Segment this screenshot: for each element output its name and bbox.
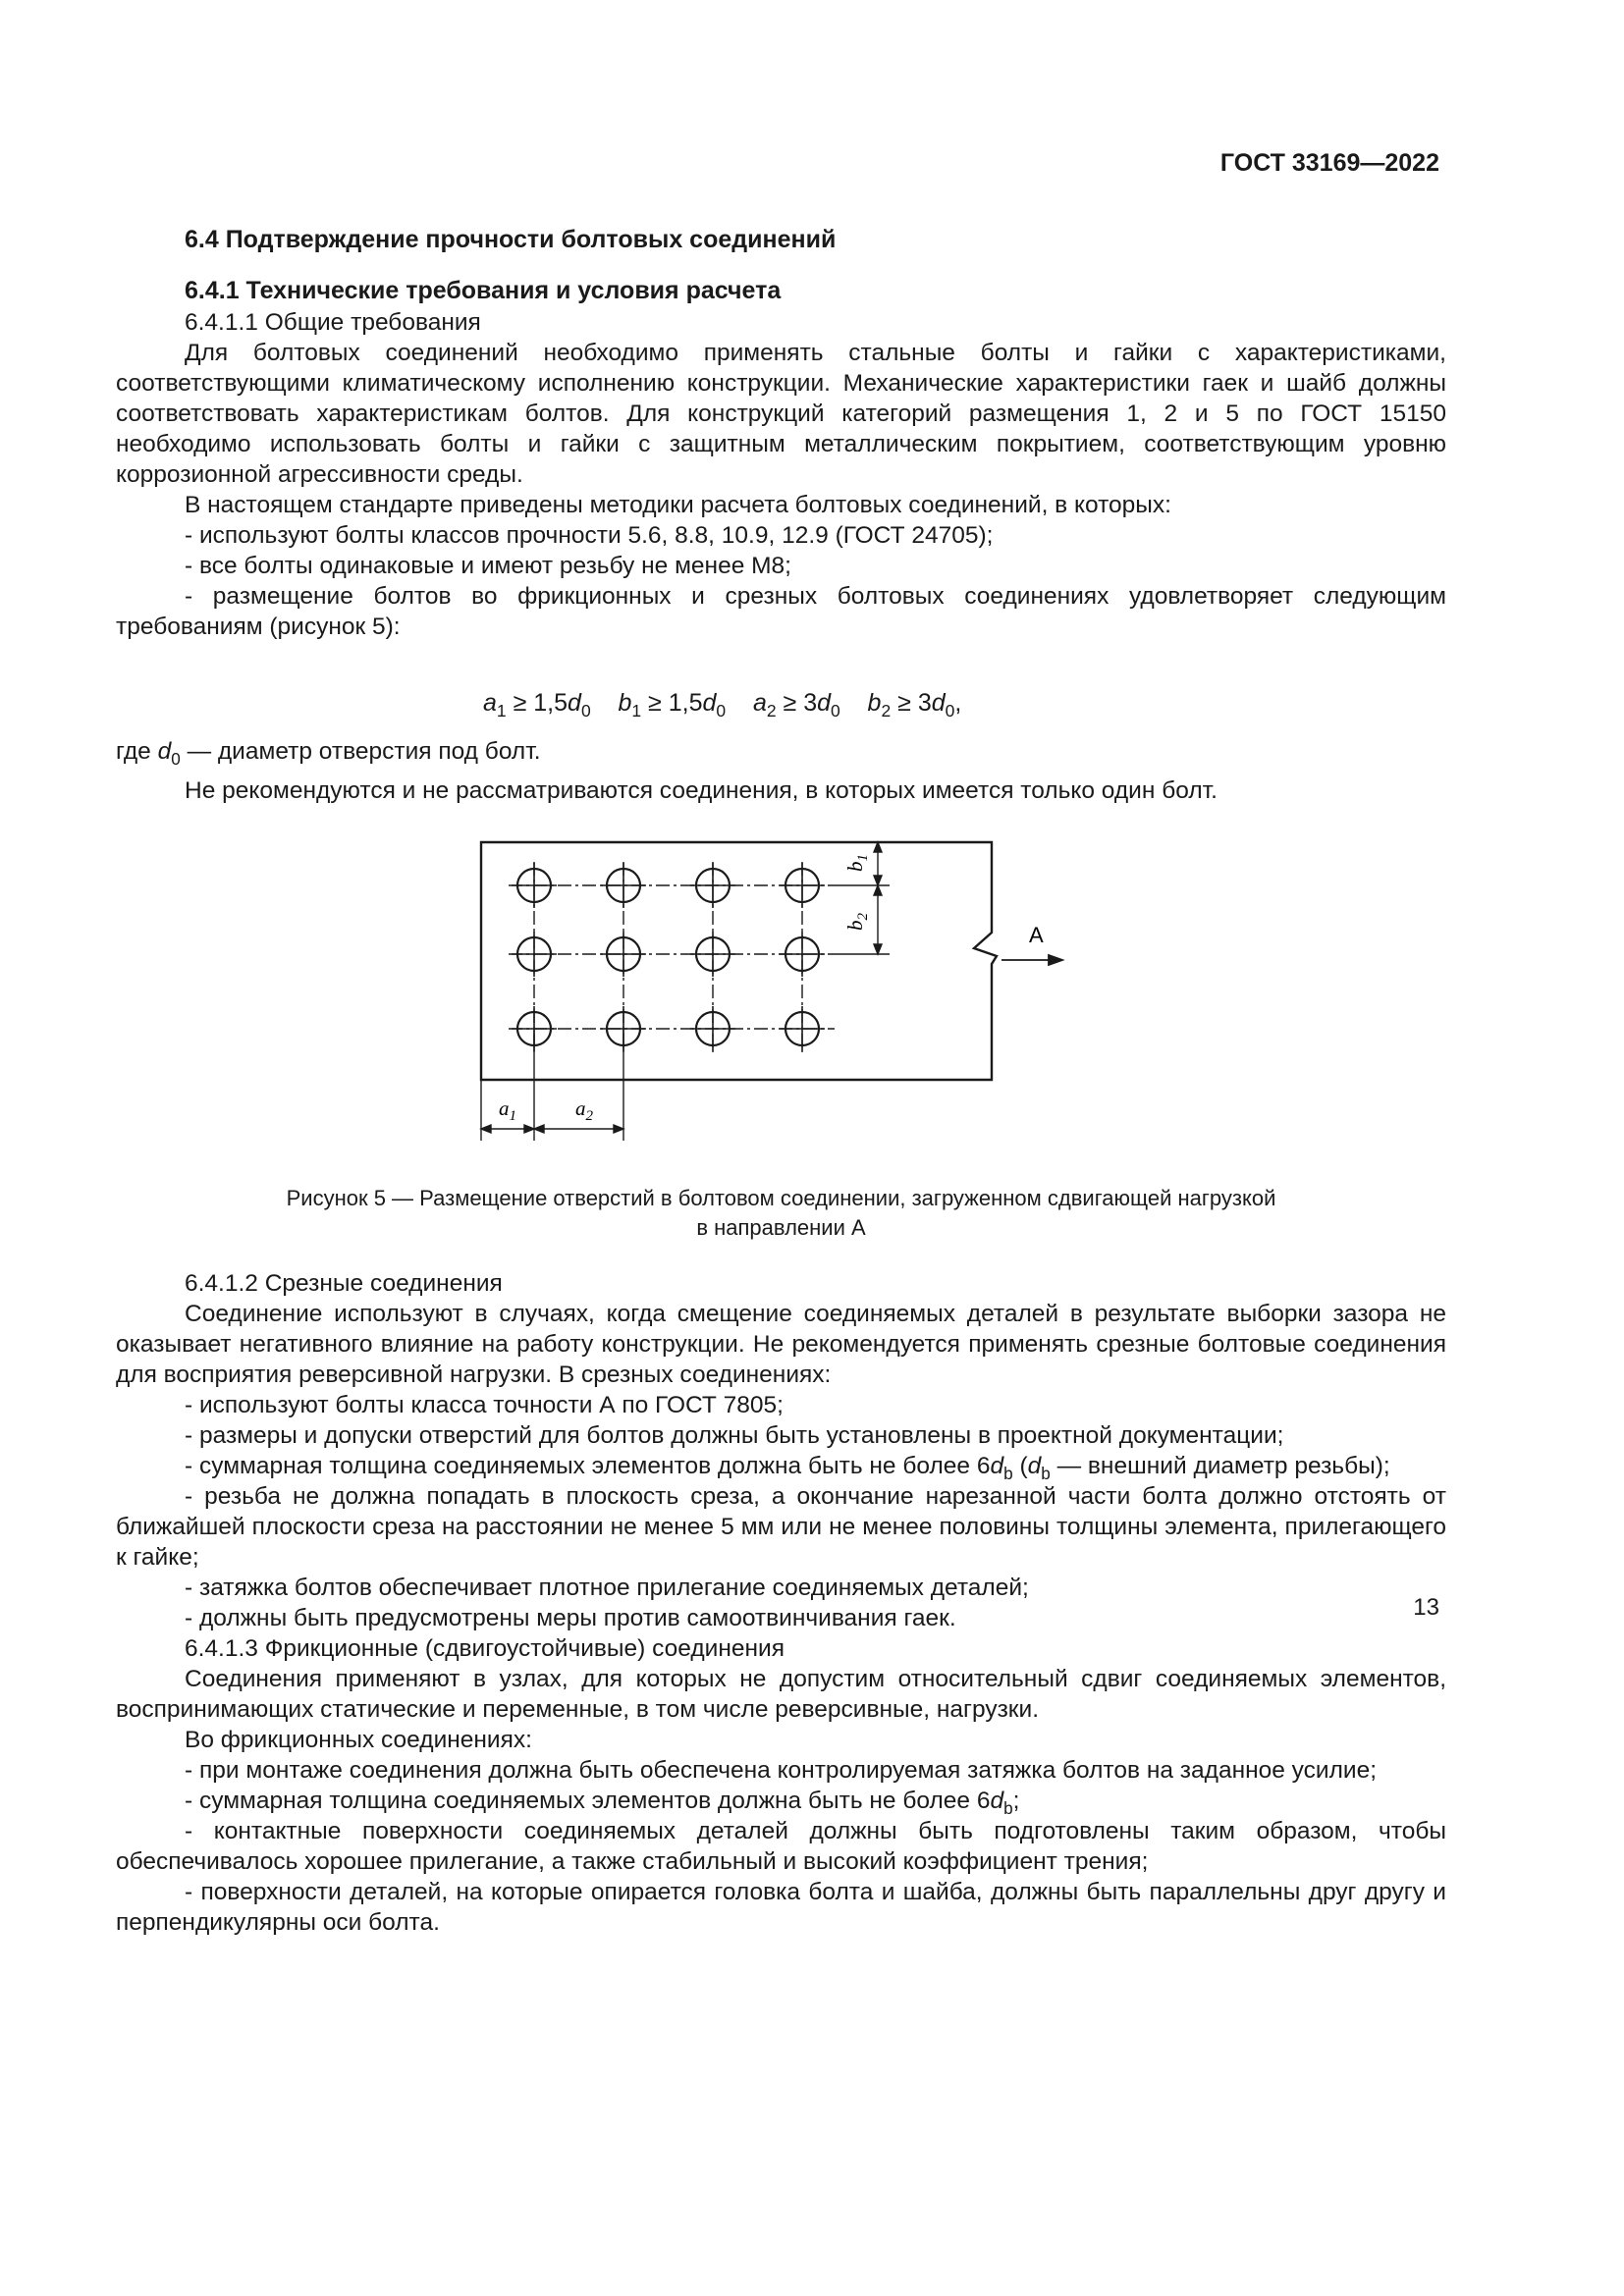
document-code: ГОСТ 33169—2022: [1219, 149, 1439, 177]
list-item: - все болты одинаковые и имеют резьбу не менее М8;: [185, 553, 791, 579]
label-a2: $a_2$: [575, 1096, 593, 1124]
bolt-layout-figure: [461, 834, 1090, 1148]
where-line: где $d_0$ — диаметр отверстия под болт.: [116, 738, 541, 769]
text-block-where: [116, 736, 1446, 806]
paragraph: Соединение используют в случаях, когда смещение соединяемых деталей в результате выборки зазора не оказывает негативного влияние на работу конструкции. Не рекомендуется применять срезные болтовые соединения для восприятия реверсивной нагрузки. В срезных соединениях:: [116, 1301, 1446, 1388]
list-item: - затяжка болтов обеспечивает плотное прилегание соединяемых деталей;: [185, 1575, 1029, 1601]
paragraph: Во фрикционных соединениях:: [185, 1727, 532, 1753]
figure-caption: Рисунок 5 — Размещение отверстий в болтовом соединении, загруженном сдвигающей нагрузкой в направлении А: [286, 1186, 1276, 1240]
paragraph: В настоящем стандарте приведены методики расчета болтовых соединений, в которых:: [185, 492, 1171, 518]
dimension-a: [481, 1029, 623, 1141]
paragraph: Для болтовых соединений необходимо применять стальные болты и гайки с характеристиками, соответствующими климатическому исполнению конструкции. Механические характеристики гаек и шайб должны соответствовать характеристикам болтов. Для конструкций категорий размещения 1, 2 и 5 по ГОСТ 15150 необходимо использовать болты и гайки с защитным металлическим покрытием, соответствующим уровню коррозионной агрессивности среды.: [116, 340, 1446, 488]
list-item: - резьба не должна попадать в плоскость среза, а окончание нарезанной части болта должно отстоять от ближайшей плоскости среза на расстоянии не менее 5 мм или не менее половины толщины элемента, прилегающего к гайке;: [116, 1483, 1446, 1571]
list-item: - используют болты классов прочности 5.6, 8.8, 10.9, 12.9 (ГОСТ 24705);: [185, 522, 994, 549]
label-b2: $b_2$: [843, 913, 871, 931]
paragraph: Не рекомендуются и не рассматриваются соединения, в которых имеется только один болт.: [185, 777, 1218, 804]
plate-outline: [481, 842, 997, 1080]
list-item: - поверхности деталей, на которые опирается головка болта и шайба, должны быть параллельны друг другу и перпендикулярны оси болта.: [116, 1879, 1446, 1936]
section-title: 6.4 Подтверждение прочности болтовых соединений: [185, 226, 837, 253]
list-item: - размещение болтов во фрикционных и срезных болтовых соединениях удовлетворяет следующим требованиям (рисунок 5):: [116, 583, 1446, 640]
bolt-holes: [512, 863, 825, 1051]
load-arrow: [1001, 955, 1062, 965]
label-a1: $a_1$: [499, 1096, 516, 1124]
list-item: - размеры и допуски отверстий для болтов должны быть установлены в проектной документации;: [185, 1422, 1284, 1449]
label-b1: $b_1$: [843, 854, 871, 872]
list-item: - при монтаже соединения должна быть обеспечена контролируемая затяжка болтов на заданное усилие;: [185, 1757, 1378, 1784]
list-item: - контактные поверхности соединяемых деталей должны быть подготовлены таким образом, чтобы обеспечивалось хорошее прилегание, а также стабильный и высокий коэффициент трения;: [116, 1818, 1446, 1875]
list-item: - суммарная толщина соединяемых элементов должна быть не более $6d_b$ ($d_b$ — внешний диаметр резьбы);: [185, 1453, 1390, 1483]
subsection-title: 6.4.1 Технические требования и условия расчета: [185, 277, 782, 304]
paragraph: Соединения применяют в узлах, для которых не допустим относительный сдвиг соединяемых элементов, воспринимающих статические и переменные, в том числе реверсивные, нагрузки.: [116, 1666, 1446, 1723]
list-item: - используют болты класса точности А по ГОСТ 7805;: [185, 1392, 784, 1418]
clause-title-6412: 6.4.1.2 Срезные соединения: [185, 1270, 503, 1297]
label-a-direction: A: [1029, 923, 1044, 947]
text-block-shear: [116, 1268, 1446, 1938]
list-item: - суммарная толщина соединяемых элементов должна быть не более $6d_b$;: [185, 1788, 1020, 1818]
page-number: 13: [1413, 1594, 1439, 1621]
list-item: - должны быть предусмотрены меры против самоотвинчивания гаек.: [185, 1605, 956, 1631]
clause-title-6411: 6.4.1.1 Общие требования: [185, 309, 481, 336]
text-block-general: [116, 307, 1446, 642]
clause-title-6413: 6.4.1.3 Фрикционные (сдвигоустойчивые) соединения: [185, 1635, 785, 1662]
spacing-formula: $a_1 \ge 1,5d_0$ $b_1 \ge 1,5d_0$ $a_2 \ge 3d_0$ $b_2 \ge 3d_0$,: [483, 689, 962, 721]
